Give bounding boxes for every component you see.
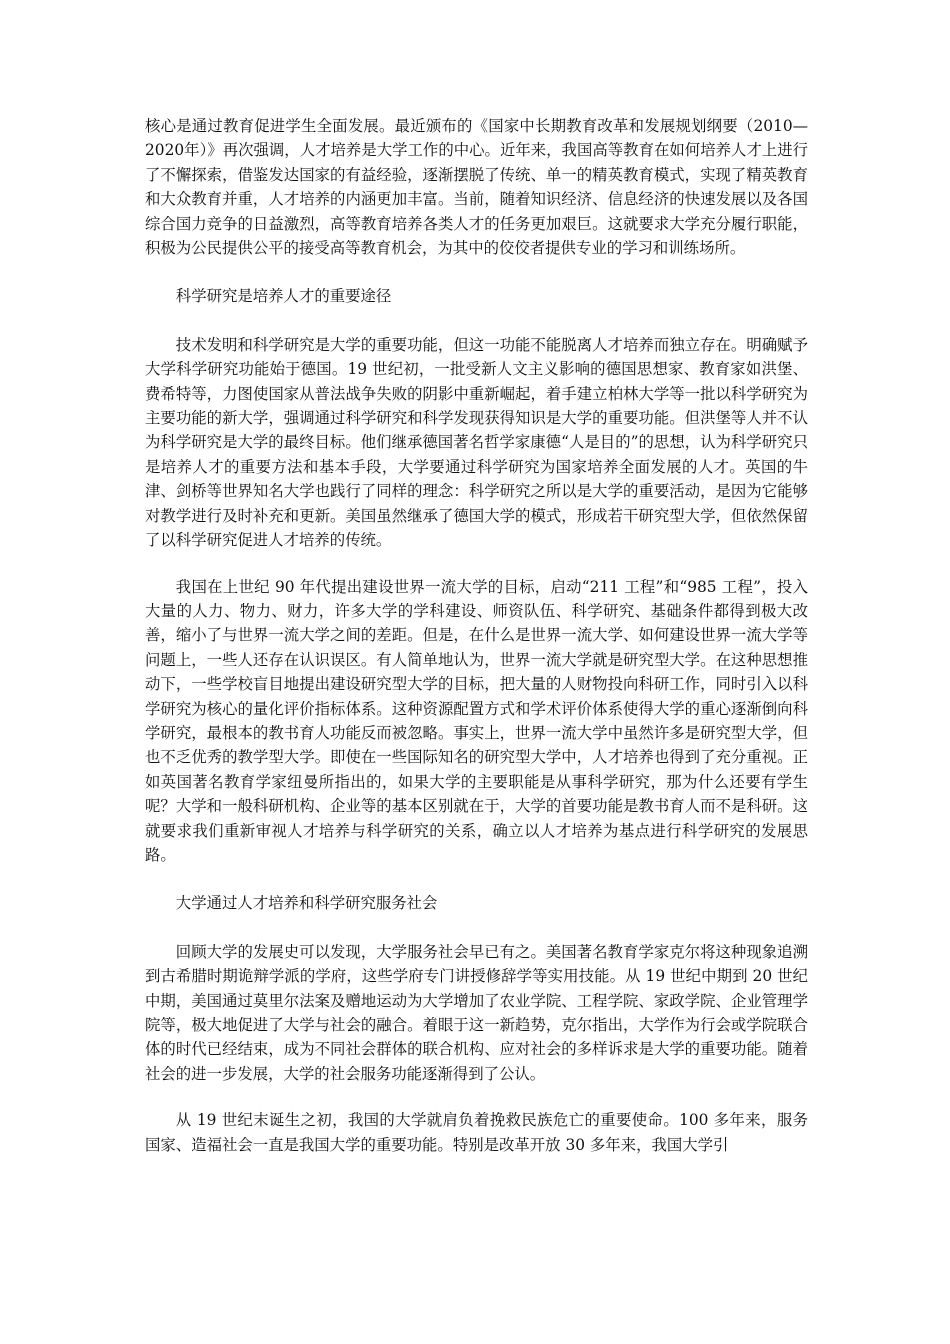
paragraph-service-history: 回顾大学的发展史可以发现，大学服务社会早已有之。美国著名教育学家克尔将这种现象追溯到古希腊时期诡辩学派的学府，这些学府专门讲授修辞学等实用技能。从 19 世纪中期到 20 世纪中期，美国通过莫里尔法案及赠地运动为大学增加了农业学院、工程学院、家政学院、企业管理学院等，极大地促进了大学与社会的融合。着眼于这一新趋势，克尔指出，大学作为行会或学院联合体的时代已经结束，成为不同社会群体的联合机构、应对社会的多样诉求是大学的重要功能。随着社会的进一步发展，大学的社会服务功能逐渐得到了公认。 (145, 942, 808, 1083)
paragraph-world-class: 我国在上世纪 90 年代提出建设世界一流大学的目标，启动“211 工程”和“985 工程”，投入大量的人力、物力、财力，许多大学的学科建设、师资队伍、科学研究、基础条件都得到极大改善，缩小了与世界一流大学之间的差距。但是，在什么是世界一流大学、如何建设世界一流大学等问题上，一些人还存在认识误区。有人简单地认为，世界一流大学就是研究型大学。在这种思想推动下，一些学校盲目地提出建设研究型大学的目标，把大量的人财物投向科研工作，同时引入以科学研究为核心的量化评价指标体系。这种资源配置方式和学术评价体系使得大学的重心逐渐倒向科学研究，最根本的教书育人功能反而被忽略。事实上，世界一流大学中虽然许多是研究型大学，但也不乏优秀的教学型大学。即使在一些国际知名的研究型大学中，人才培养也得到了充分重视。正如英国著名教育学家纽曼所指出的，如果大学的主要职能是从事科学研究，那为什么还要有学生呢？大学和一般科研机构、企业等的基本区别就在于，大学的首要功能是教书育人而不是科研。这就要求我们重新审视人才培养与科学研究的关系，确立以人才培养为基点进行科学研究的发展思路。 (145, 577, 808, 864)
paragraph-china-universities: 从 19 世纪末诞生之初，我国的大学就肩负着挽救民族危亡的重要使命。100 多年来，服务国家、造福社会一直是我国大学的重要功能。特别是改革开放 30 多年来，我国大学引 (145, 1111, 808, 1154)
section-heading-service: 大学通过人才培养和科学研究服务社会 (175, 894, 438, 913)
paragraph-intro: 核心是通过教育促进学生全面发展。最近颁布的《国家中长期教育改革和发展规划纲要（2010—2020年）》再次强调，人才培养是大学工作的中心。近年来，我国高等教育在如何培养人才上进行了不懈探索，借鉴发达国家的有益经验，逐渐摆脱了传统、单一的精英教育模式，实现了精英教育和大众教育并重，人才培养的内涵更加丰富。当前，随着知识经济、信息经济的快速发展以及各国综合国力竞争的日益激烈，高等教育培养各类人才的任务更加艰巨。这就要求大学充分履行职能，积极为公民提供公平的接受高等教育机会，为其中的佼佼者提供专业的学习和训练场所。 (145, 117, 808, 258)
spacer (145, 867, 808, 891)
paragraph-research-history: 技术发明和科学研究是大学的重要功能，但这一功能不能脱离人才培养而独立存在。明确赋予大学科学研究功能始于德国。19 世纪初，一批受新人文主义影响的德国思想家、教育家如洪堡、费希特等，力图使国家从普法战争失败的阴影中重新崛起，着手建立柏林大学等一批以科学研究为主要功能的新大学，强调通过科学研究和科学发现获得知识是大学的重要功能。但洪堡等人并不认为科学研究是大学的最终目标。他们继承德国著名哲学家康德“人是目的”的思想，认为科学研究只是培养人才的重要方法和基本手段，大学要通过科学研究为国家培养全面发展的人才。英国的牛津、剑桥等世界知名大学也践行了同样的理念：科学研究之所以是大学的重要活动，是因为它能够对教学进行及时补充和更新。美国虽然继承了德国大学的模式，形成若干研究型大学，但依然保留了以科学研究促进人才培养的传统。 (145, 335, 808, 550)
spacer (145, 1086, 808, 1108)
spacer (145, 260, 808, 284)
section-heading-research: 科学研究是培养人才的重要途径 (175, 287, 392, 306)
document-page (145, 114, 808, 1157)
spacer (145, 553, 808, 575)
spacer (145, 916, 808, 940)
spacer (145, 309, 808, 333)
